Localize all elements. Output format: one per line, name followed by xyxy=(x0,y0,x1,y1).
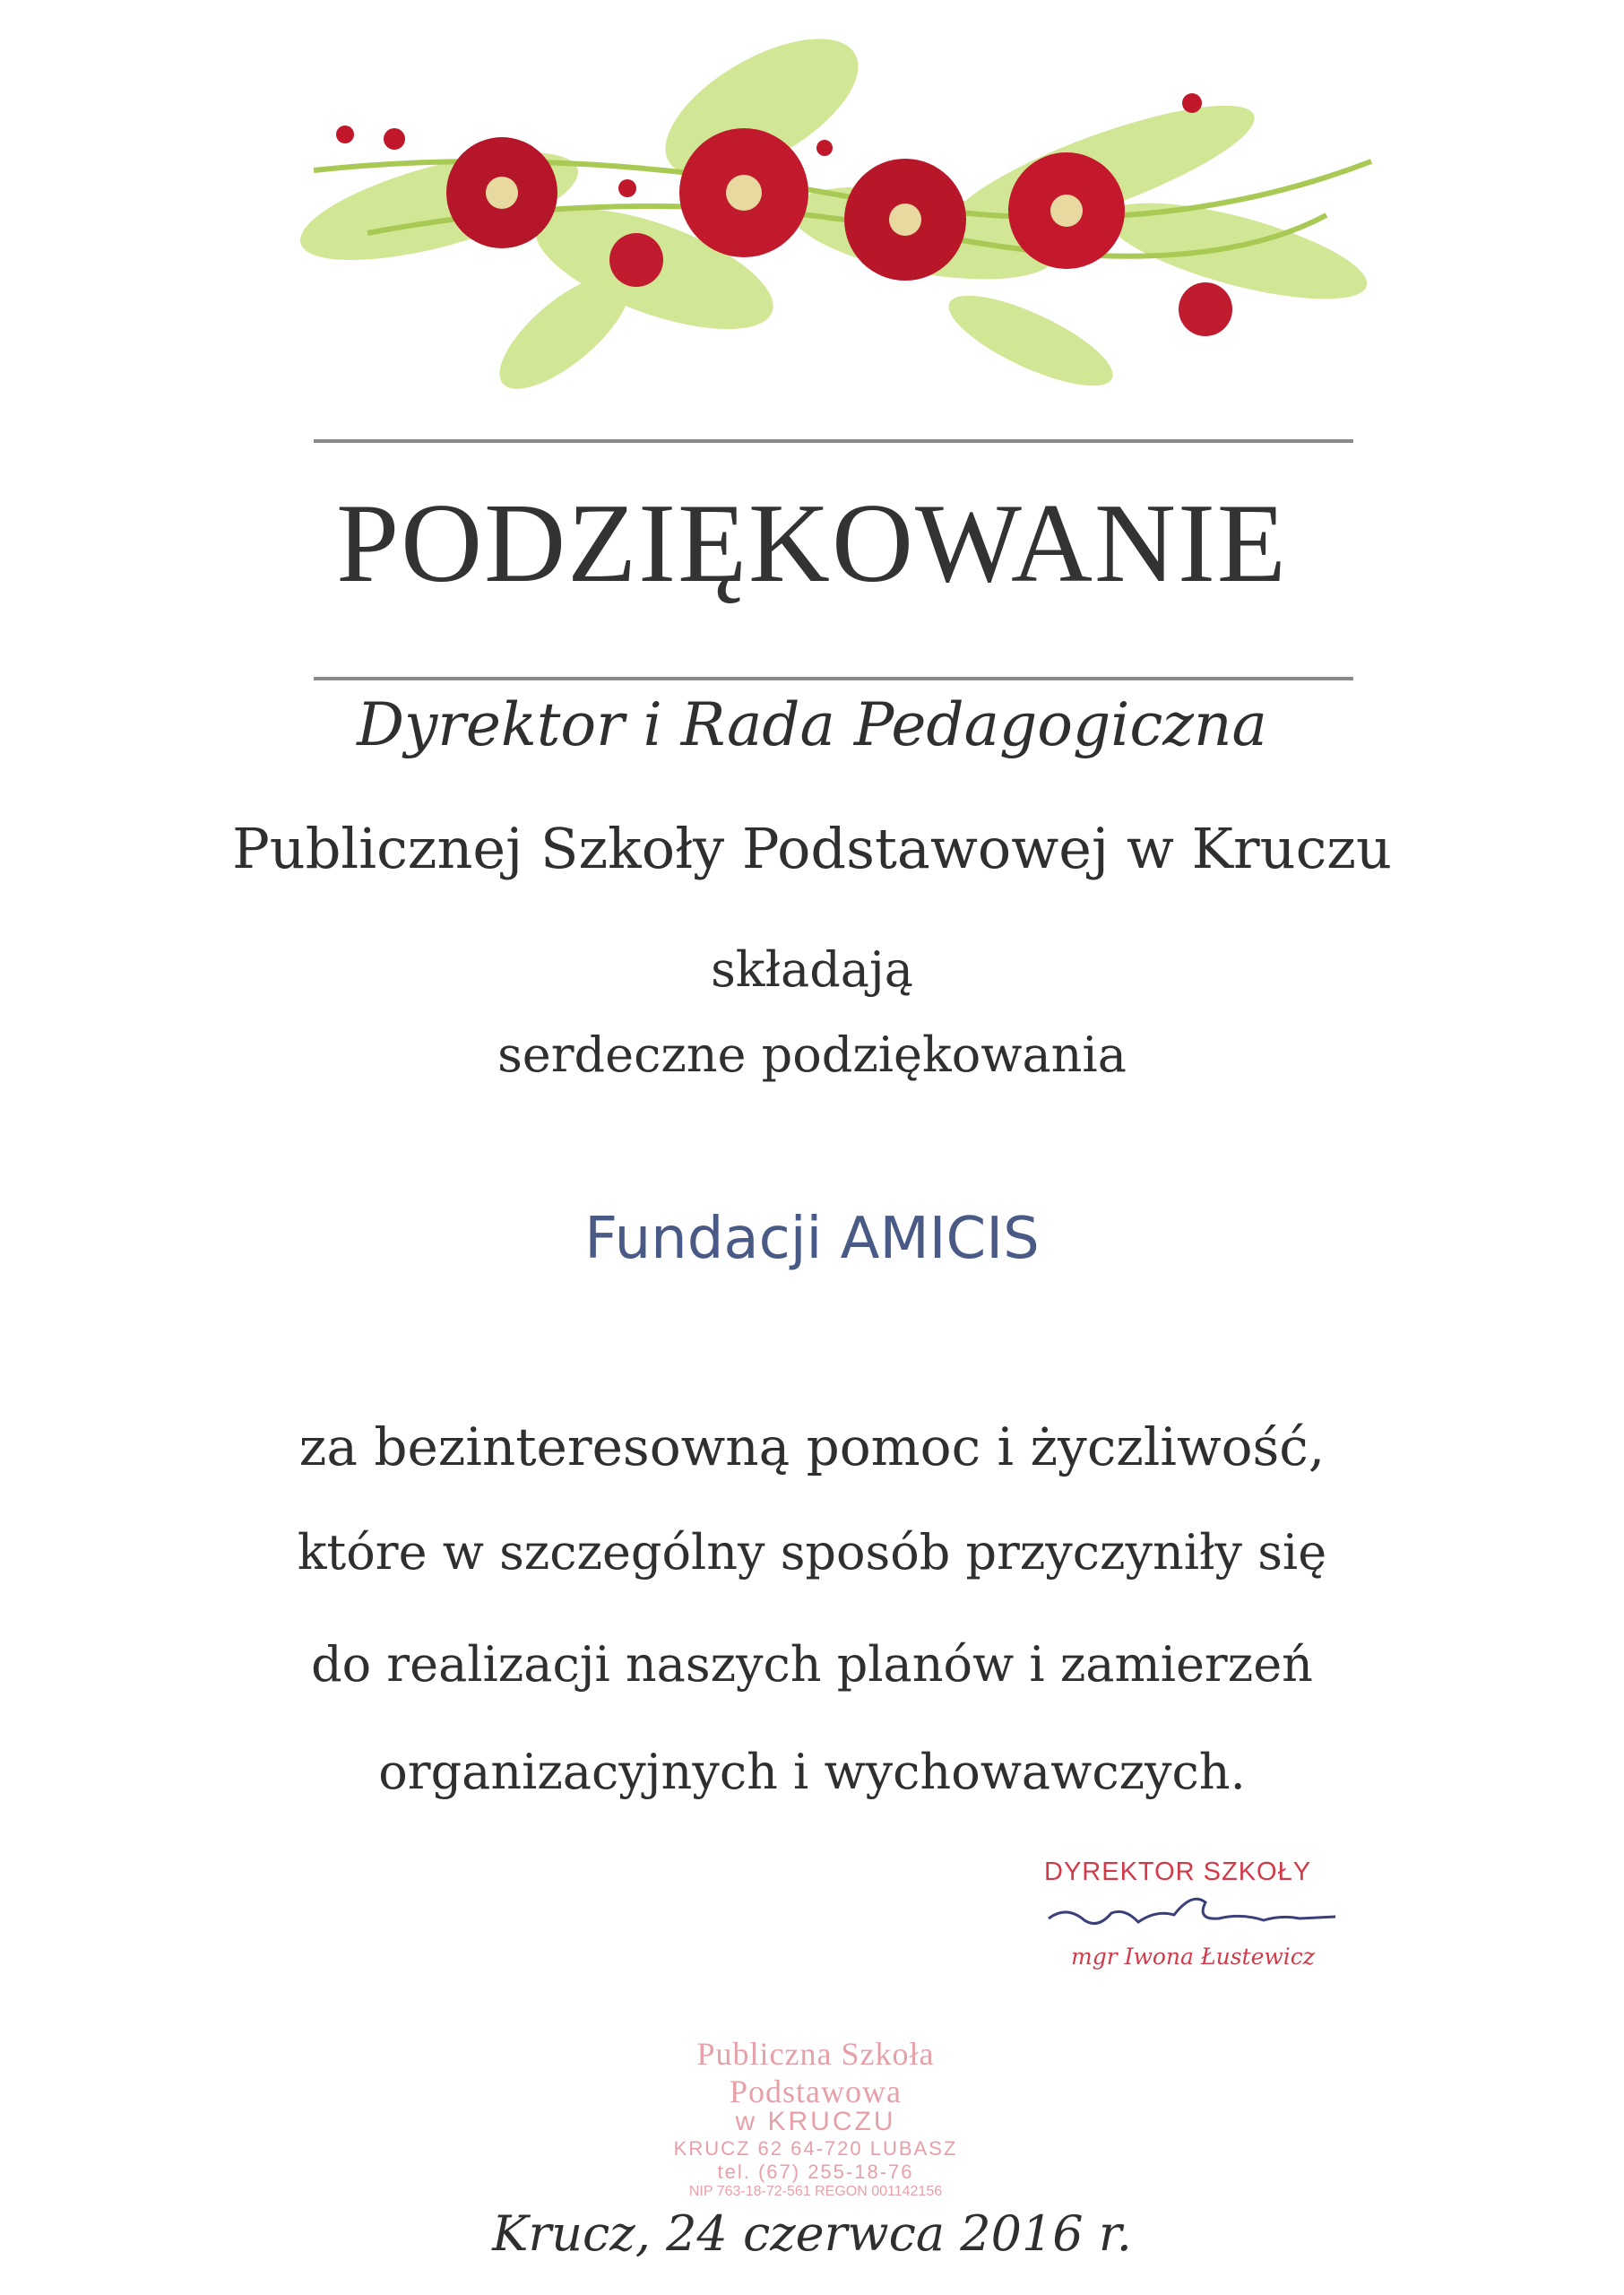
stamp-line-1: Publiczna Szkoła Podstawowa xyxy=(696,2036,935,2109)
from-line: Dyrektor i Rada Pedagogiczna xyxy=(357,690,1267,759)
body-line-4: organizacyjnych i wychowawczych. xyxy=(378,1744,1246,1800)
body-line-1: za bezinteresowną pomoc i życzliwość, xyxy=(298,1416,1326,1477)
body-line-2: które w szczególny sposób przyczyniły się xyxy=(297,1524,1327,1581)
phrase-line: serdeczne podziękowania xyxy=(497,1026,1127,1083)
school-name: Publicznej Szkoły Podstawowej w Kruczu xyxy=(232,816,1392,881)
stamp-line-5: NIP 763-18-72-561 REGON 001142156 xyxy=(688,2184,943,2199)
floral-decoration xyxy=(296,0,1389,430)
bottom-divider xyxy=(314,677,1353,680)
top-divider xyxy=(314,439,1353,443)
document-title: PODZIĘKOWANIE xyxy=(336,481,1288,606)
signature-name: mgr Iwona Łustewicz xyxy=(1071,1944,1315,1970)
stamp-line-4: tel. (67) 255-18-76 xyxy=(717,2161,914,2183)
recipient-name: Fundacji AMICIS xyxy=(584,1206,1040,1272)
place-date: Krucz, 24 czerwca 2016 r. xyxy=(492,2205,1132,2262)
signature-title: DYREKTOR SZKOŁY xyxy=(1044,1858,1312,1886)
verb-line: składają xyxy=(711,941,913,998)
stamp-line-3: KRUCZ 62 64-720 LUBASZ xyxy=(673,2137,958,2160)
school-stamp xyxy=(609,2035,1022,2200)
body-line-3: do realizacji naszych planów i zamierzeń xyxy=(311,1636,1313,1693)
stamp-line-2: w KRUCZU xyxy=(735,2107,896,2136)
